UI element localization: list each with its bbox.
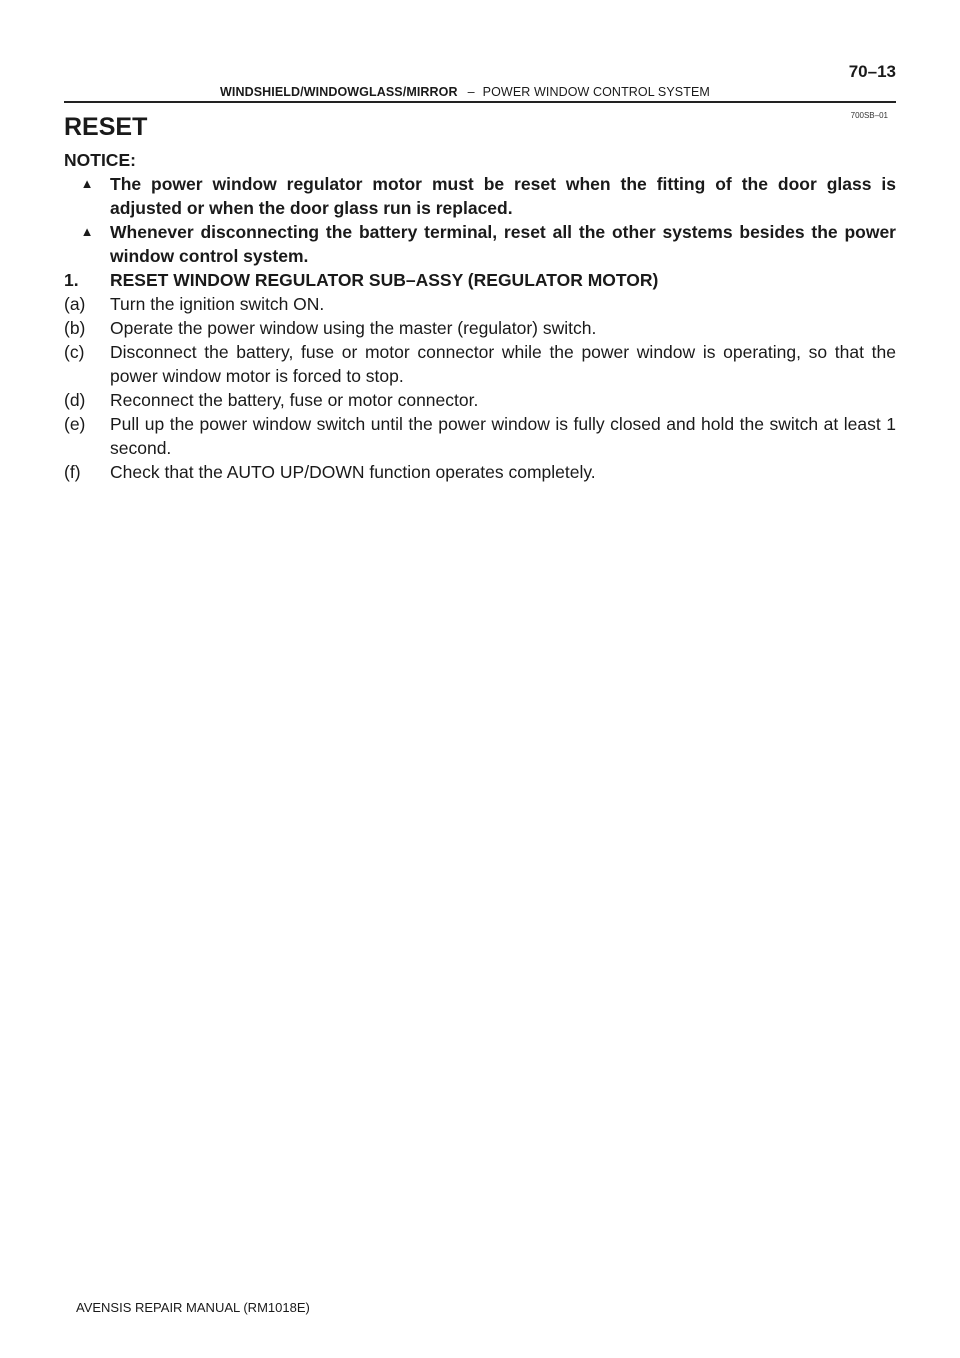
notice-item-text: Whenever disconnecting the battery terminal, reset all the other systems besides the power window control system. <box>110 222 896 266</box>
substep-item <box>64 340 896 388</box>
substep-text: Check that the AUTO UP/DOWN function operates completely. <box>110 462 596 482</box>
page-title: RESET <box>64 113 148 141</box>
step-heading <box>64 268 896 292</box>
substep-text: Operate the power window using the master (regulator) switch. <box>110 318 597 338</box>
triangle-bullet-icon: ▲ <box>80 176 94 191</box>
header-rule <box>64 101 896 103</box>
header-separator: – <box>467 85 475 99</box>
header-subsection: POWER WINDOW CONTROL SYSTEM <box>482 85 710 99</box>
substep-text: Pull up the power window switch until the power window is fully closed and hold the switch at least 1 second. <box>110 414 896 458</box>
substep-text: Disconnect the battery, fuse or motor connector while the power window is operating, so that the power window motor is forced to stop. <box>110 342 896 386</box>
header-section: WINDSHIELD/WINDOWGLASS/MIRROR <box>220 85 458 99</box>
notice-item-text: The power window regulator motor must be reset when the fitting of the door glass is adjusted or when the door glass run is replaced. <box>110 174 896 218</box>
notice-label: NOTICE: <box>64 150 136 170</box>
notice-item <box>64 220 896 268</box>
running-header <box>220 85 710 99</box>
substep-label: (a) <box>64 294 86 314</box>
substep-label: (d) <box>64 390 86 410</box>
triangle-bullet-icon: ▲ <box>80 224 94 239</box>
substep-item <box>64 412 896 460</box>
substep-label: (b) <box>64 318 86 338</box>
notice-item <box>64 172 896 220</box>
page-footer: AVENSIS REPAIR MANUAL (RM1018E) <box>76 1300 310 1315</box>
substep-text: Reconnect the battery, fuse or motor connector. <box>110 390 479 410</box>
step-text: RESET WINDOW REGULATOR SUB–ASSY (REGULATOR MOTOR) <box>110 270 659 290</box>
step-number: 1. <box>64 270 79 290</box>
substep-item <box>64 460 896 484</box>
substep-item <box>64 388 896 412</box>
page-number: 70–13 <box>848 62 896 81</box>
substep-label: (e) <box>64 414 86 434</box>
substep-label: (f) <box>64 462 81 482</box>
substep-item <box>64 316 896 340</box>
doc-code: 700SB–01 <box>850 111 888 120</box>
main-content <box>64 148 896 484</box>
substep-text: Turn the ignition switch ON. <box>110 294 325 314</box>
substep-item <box>64 292 896 316</box>
substep-label: (c) <box>64 342 85 362</box>
